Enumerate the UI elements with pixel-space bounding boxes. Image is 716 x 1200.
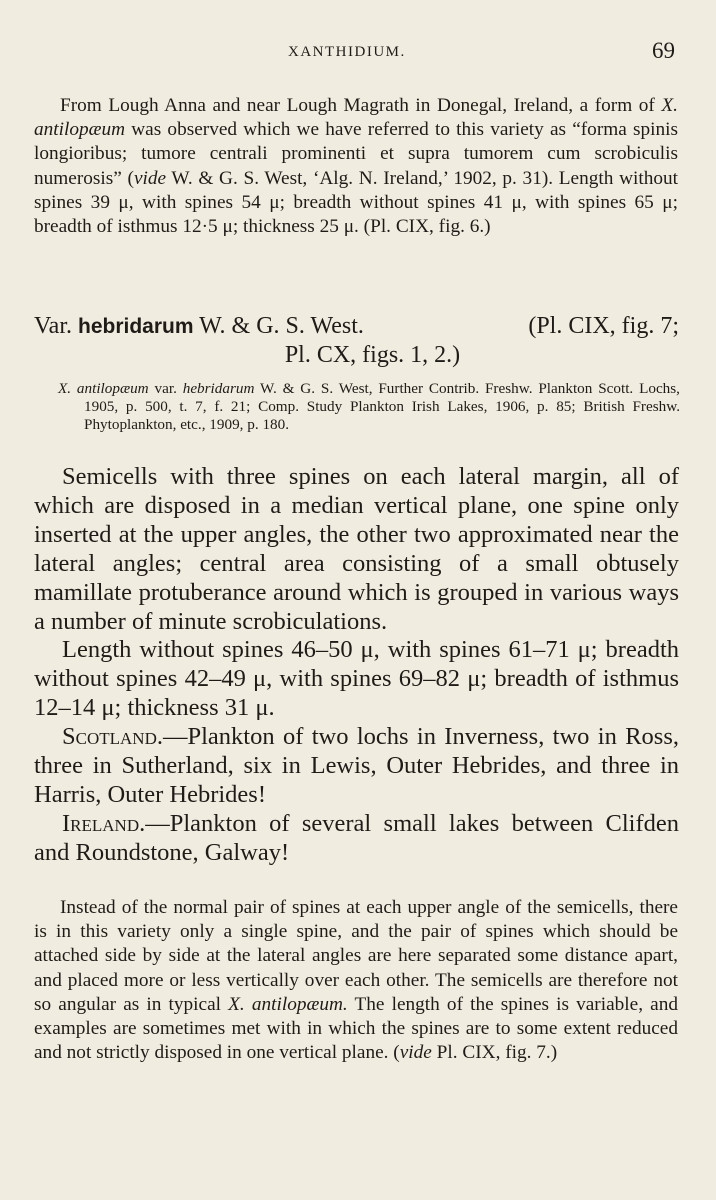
citation-text: W. & G. S. West, Further Contrib. Freshw. Plankton Scott. Lochs, 1905, p. 500, t. 7, f. 21; Comp. Study Plankton Irish Lakes, 1906, p. 85; British Freshw. Phytoplankton, etc., 1909, p. 180. xyxy=(84,380,680,433)
locality-text: .—Plankton of several small lakes between Clifden and Roundstone, Galway! xyxy=(34,809,679,866)
variety-plates: (Pl. CIX, fig. 7; xyxy=(528,313,679,339)
intro-text: was observed which we have referred to this variety as “forma spinis longioribus; tumore centrali prominenti et supra tumorem cum scrobiculis numerosis” ( xyxy=(34,119,678,189)
species-name: X. antilopæum. xyxy=(228,993,348,1015)
variety-name: hebridarum xyxy=(78,315,194,338)
intro-text: From Lough Anna and near Lough Magrath in Donegal, Ireland, a form of xyxy=(60,95,662,116)
variety-heading xyxy=(34,312,679,370)
description xyxy=(34,463,679,868)
species-name: X. antilopæum xyxy=(34,95,678,141)
description-paragraph: Semicells with three spines on each lateral margin, all of which are disposed in a median vertical plane, one spine only inserted at the upper angles, the other two approximated near the lateral angles; central area consisting of a small obtusely mamillate protuberance around which is grouped in various ways a number of minute scrobiculations. xyxy=(34,463,679,635)
variety-plates-continued: Pl. CX, figs. 1, 2.) xyxy=(284,342,461,368)
intro-text: W. & G. S. West, ‘Alg. N. Ireland,’ 1902, p. 31). Length without spines 39 μ, with spines 54 μ; breadth without spines 41 μ, with spines 65 μ; breadth of isthmus 12·5 μ; thickness 25 μ. (Pl. CIX, fig. 6.) xyxy=(34,167,678,238)
variety-authors: W. & G. S. West. xyxy=(199,313,364,339)
citation-species: X. antilopæum xyxy=(58,380,149,397)
page-number: 69 xyxy=(652,38,675,63)
locality-label: Ireland xyxy=(62,809,140,837)
page-header xyxy=(0,38,716,68)
measurements-paragraph: Length without spines 46–50 μ, with spines 61–71 μ; breadth without spines 42–49 μ, with spines 69–82 μ; breadth of isthmus 12–14 μ; thickness 31 μ. xyxy=(34,636,679,722)
locality-label: Scotland xyxy=(62,723,157,751)
remarks-text: Pl. CIX, fig. 7.) xyxy=(431,1042,558,1064)
running-head: XANTHIDIUM. xyxy=(288,44,406,60)
citation-variety: hebridarum xyxy=(182,380,255,397)
vide-word: vide xyxy=(133,167,167,189)
remarks-text: The length of the spines is variable, and examples are sometimes met with in which the spines are to some extent reduced and not strictly disposed in one vertical plane. ( xyxy=(34,993,678,1064)
citation-text: var. xyxy=(148,380,183,397)
remarks-paragraph xyxy=(34,896,678,1065)
remarks-text: Instead of the normal pair of spines at each upper angle of the semicells, there is in this variety only a single spine, and the pair of spines which should be attached side by side at the lateral angles are here separated some distance apart, and placed more or less vertically over each other. The semicells are therefore not so angular as in typical xyxy=(34,897,678,1015)
locality-text: .—Plankton of two lochs in Inverness, two in Ross, three in Sutherland, six in Lewis, Outer Hebrides, and three in Harris, Outer Hebrides! xyxy=(34,723,679,808)
variety-prefix: Var. xyxy=(34,313,72,339)
intro-paragraph xyxy=(34,94,678,239)
vide-word: vide xyxy=(399,1042,432,1064)
ireland-paragraph xyxy=(34,810,679,868)
synonymy-citation xyxy=(58,380,680,433)
scotland-paragraph xyxy=(34,723,679,810)
